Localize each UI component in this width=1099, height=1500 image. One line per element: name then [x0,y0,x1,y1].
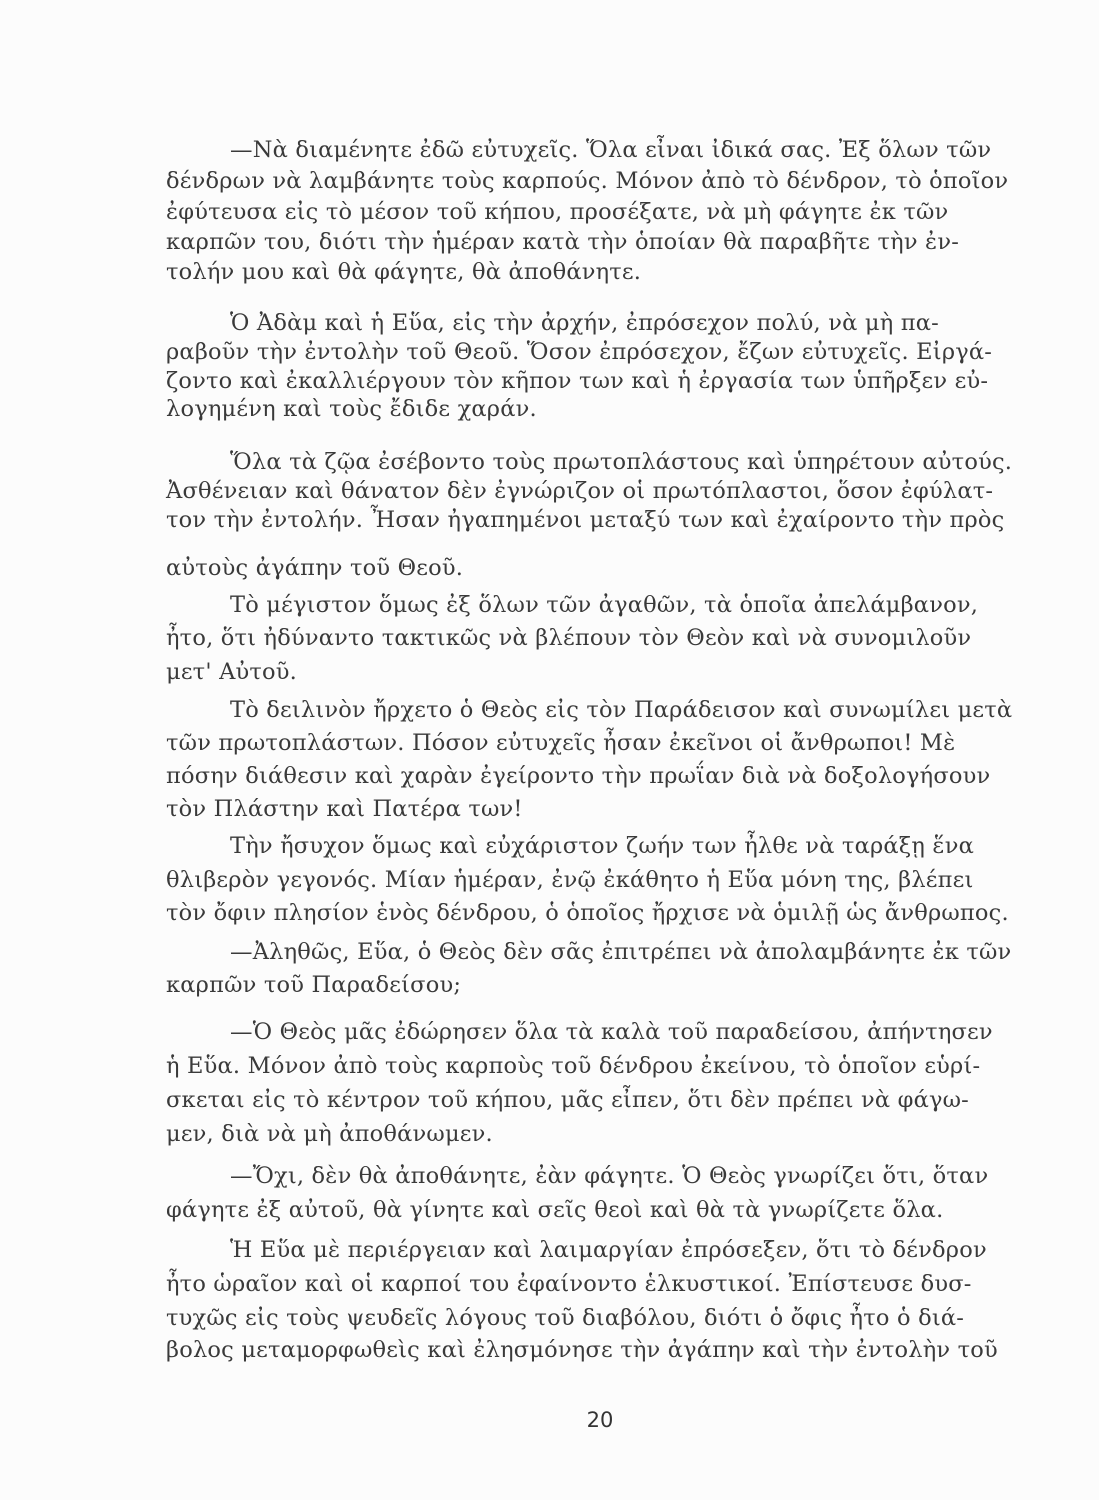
text-line: —Νὰ διαμένητε ἐδῶ εὐτυχεῖς. Ὅλα εἶναι ἰδικά σας. Ἐξ ὅλων τῶν [230,137,992,163]
text-line: τυχῶς εἰς τοὺς ψευδεῖς λόγους τοῦ διαβόλου, διότι ὁ ὄφις ἦτο ὁ διά- [166,1305,965,1331]
text-line: βολος μεταμορφωθεὶς καὶ ἐλησμόνησε τὴν ἀγάπην καὶ τὴν ἐντολὴν τοῦ [166,1337,998,1363]
text-line: Τὴν ἤσυχον ὅμως καὶ εὐχάριστον ζωήν των ἦλθε νὰ ταράξῃ ἕνα [230,833,974,859]
text-line: πόσην διάθεσιν καὶ χαρὰν ἐγείροντο τὴν πρωΐαν διὰ νὰ δοξολογήσουν [166,763,991,789]
text-line: θλιβερὸν γεγονός. Μίαν ἡμέραν, ἐνῷ ἐκάθητο ἡ Εὕα μόνη της, βλέπει [166,867,974,893]
text-line: αὐτοὺς ἀγάπην τοῦ Θεοῦ. [166,555,464,581]
text-line: ἦτο, ὅτι ἠδύναντο τακτικῶς νὰ βλέπουν τὸν Θεὸν καὶ νὰ συνομιλοῦν [166,625,972,651]
text-line: τον τὴν ἐντολήν. Ἦσαν ἠγαπημένοι μεταξύ των καὶ ἐχαίροντο τὴν πρὸς [166,507,1005,533]
text-line: λογημένη καὶ τοὺς ἔδιδε χαράν. [166,396,537,422]
text-line: Τὸ μέγιστον ὅμως ἐξ ὅλων τῶν ἀγαθῶν, τὰ ὁποῖα ἀπελάμβανον, [230,592,979,618]
text-line: μετ' Αὐτοῦ. [166,659,298,685]
text-line: Ἡ Εὕα μὲ περιέργειαν καὶ λαιμαργίαν ἐπρόσεξεν, ὅτι τὸ δένδρον [230,1237,987,1263]
text-line: τὸν Πλάστην καὶ Πατέρα των! [166,796,523,822]
text-line: Ὁ Ἀδὰμ καὶ ἡ Εὕα, εἰς τὴν ἀρχήν, ἐπρόσεχον πολύ, νὰ μὴ πα- [230,310,939,336]
text-line: καρπῶν του, διότι τὴν ἡμέραν κατὰ τὴν ὁποίαν θὰ παραβῆτε τὴν ἐν- [166,229,960,255]
text-line: δένδρων νὰ λαμβάνητε τοὺς καρπούς. Μόνον ἀπὸ τὸ δένδρον, τὸ ὁποῖον [166,168,1009,194]
text-line: τῶν πρωτοπλάστων. Πόσον εὐτυχεῖς ἦσαν ἐκεῖνοι οἱ ἄνθρωποι! Μὲ [166,730,956,756]
text-line: Τὸ δειλινὸν ἤρχετο ὁ Θεὸς εἰς τὸν Παράδεισον καὶ συνωμίλει μετὰ [230,697,1013,723]
text-line: —Ἀληθῶς, Εὕα, ὁ Θεὸς δὲν σᾶς ἐπιτρέπει νὰ ἀπολαμβάνητε ἐκ τῶν [230,939,1012,965]
text-line: καρπῶν τοῦ Παραδείσου; [166,972,462,998]
text-line: Ὅλα τὰ ζῷα ἐσέβοντο τοὺς πρωτοπλάστους καὶ ὑπηρέτουν αὐτούς. [230,449,1013,475]
text-line: σκεται εἰς τὸ κέντρον τοῦ κήπου, μᾶς εἶπεν, ὅτι δὲν πρέπει νὰ φάγω- [166,1087,969,1113]
text-line: ραβοῦν τὴν ἐντολὴν τοῦ Θεοῦ. Ὅσον ἐπρόσεχον, ἔζων εὐτυχεῖς. Εἰργά- [166,339,993,365]
text-line: —Ὄχι, δὲν θὰ ἀποθάνητε, ἐὰν φάγητε. Ὁ Θεὸς γνωρίζει ὅτι, ὅταν [230,1163,989,1189]
text-line: φάγητε ἐξ αὐτοῦ, θὰ γίνητε καὶ σεῖς θεοὶ καὶ θὰ τὰ γνωρίζετε ὅλα. [166,1197,944,1223]
text-line: τολήν μου καὶ θὰ φάγητε, θὰ ἀποθάνητε. [166,259,642,285]
text-line: μεν, διὰ νὰ μὴ ἀποθάνωμεν. [166,1121,493,1147]
text-line: ἡ Εὕα. Μόνον ἀπὸ τοὺς καρποὺς τοῦ δένδρου ἐκείνου, τὸ ὁποῖον εὑρί- [166,1053,981,1079]
text-line: ἐφύτευσα εἰς τὸ μέσον τοῦ κήπου, προσέξατε, νὰ μὴ φάγητε ἐκ τῶν [166,199,949,225]
text-line: ἦτο ὡραῖον καὶ οἱ καρποί του ἐφαίνοντο ἑλκυστικοί. Ἐπίστευσε δυσ- [166,1271,972,1297]
text-line: —Ὁ Θεὸς μᾶς ἐδώρησεν ὅλα τὰ καλὰ τοῦ παραδείσου, ἀπήντησεν [230,1019,993,1045]
text-line: ζοντο καὶ ἐκαλλιέργουν τὸν κῆπον των καὶ ἡ ἐργασία των ὑπῆρξεν εὐ- [166,368,989,394]
text-line: τὸν ὄφιν πλησίον ἑνὸς δένδρου, ὁ ὁποῖος ἤρχισε νὰ ὁμιλῇ ὡς ἄνθρωπος. [166,900,1009,926]
text-line: Ἀσθένειαν καὶ θάνατον δὲν ἐγνώριζον οἱ πρωτόπλαστοι, ὅσον ἐφύλατ- [166,478,994,504]
page-number: 20 [586,1408,614,1432]
